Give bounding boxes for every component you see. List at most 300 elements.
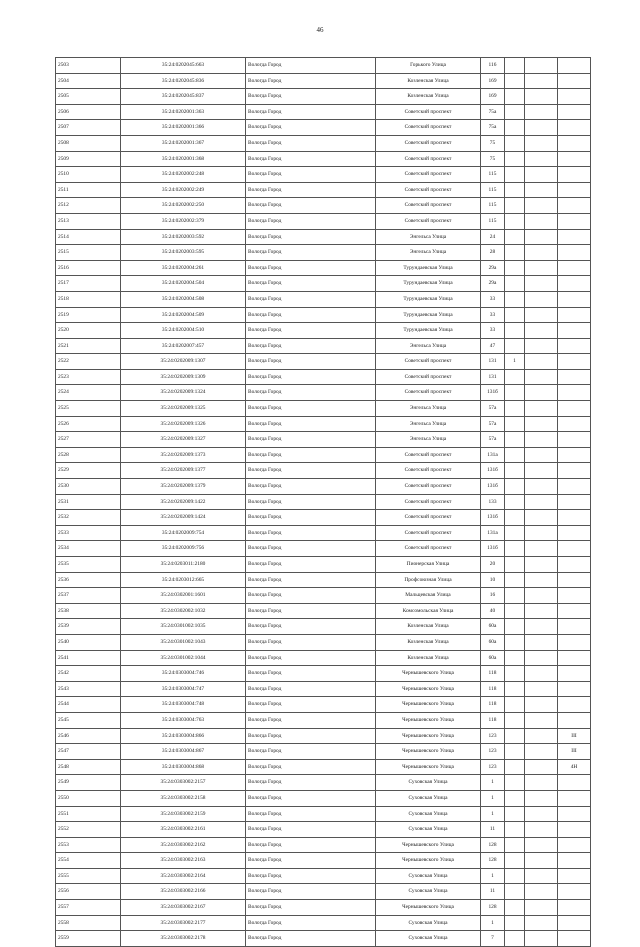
house-number-cell: 115 <box>481 198 505 214</box>
row-number-cell: 2533 <box>56 525 121 541</box>
cadastral-number-cell: 35:24:0203012:665 <box>121 572 246 588</box>
page-number: 46 <box>316 26 324 34</box>
city-cell: Вологда Город <box>246 712 376 728</box>
extra-column-1-cell <box>505 806 525 822</box>
city-cell: Вологда Город <box>246 479 376 495</box>
extra-column-3-cell <box>558 89 591 105</box>
table-row <box>56 479 591 495</box>
cadastral-number-cell: 35:24:0202009:1373 <box>121 447 246 463</box>
extra-column-1-cell <box>505 494 525 510</box>
extra-column-3-cell <box>558 463 591 479</box>
extra-column-3-cell <box>558 666 591 682</box>
extra-column-1-cell <box>505 58 525 74</box>
cadastral-number-cell: 35:24:0202003:595 <box>121 245 246 261</box>
cadastral-number-cell: 35:24:0303002:2166 <box>121 884 246 900</box>
house-number-cell: 131 <box>481 354 505 370</box>
extra-column-2-cell <box>525 245 558 261</box>
extra-column-2-cell <box>525 900 558 916</box>
street-cell: Советский проспект <box>376 213 481 229</box>
street-cell: Энгельса Улица <box>376 229 481 245</box>
cadastral-number-cell: 35:24:0202009:1327 <box>121 432 246 448</box>
city-cell: Вологда Город <box>246 744 376 760</box>
row-number-cell: 2527 <box>56 432 121 448</box>
table-row <box>56 572 591 588</box>
cadastral-number-cell: 35:24:0202009:1307 <box>121 354 246 370</box>
table-row <box>56 915 591 931</box>
cadastral-number-cell: 35:24:0202002:250 <box>121 198 246 214</box>
city-cell: Вологда Город <box>246 120 376 136</box>
house-number-cell: 123 <box>481 744 505 760</box>
row-number-cell: 2507 <box>56 120 121 136</box>
row-number-cell: 2509 <box>56 151 121 167</box>
extra-column-2-cell <box>525 385 558 401</box>
extra-column-3-cell <box>558 182 591 198</box>
house-number-cell: 75а <box>481 104 505 120</box>
cadastral-number-cell: 35:24:0203011:2180 <box>121 557 246 573</box>
extra-column-3-cell <box>558 619 591 635</box>
extra-column-3-cell: III <box>558 744 591 760</box>
city-cell: Вологда Город <box>246 510 376 526</box>
city-cell: Вологда Город <box>246 728 376 744</box>
street-cell: Советский проспект <box>376 479 481 495</box>
cadastral-number-cell: 35:24:0202007:457 <box>121 338 246 354</box>
street-cell: Советский проспект <box>376 104 481 120</box>
table-row <box>56 151 591 167</box>
extra-column-1-cell <box>505 229 525 245</box>
house-number-cell: 29а <box>481 260 505 276</box>
cadastral-number-cell: 35:24:0303002:2161 <box>121 822 246 838</box>
row-number-cell: 2534 <box>56 541 121 557</box>
extra-column-2-cell <box>525 401 558 417</box>
cadastral-number-cell: 35:24:0303004:763 <box>121 712 246 728</box>
row-number-cell: 2531 <box>56 494 121 510</box>
street-cell: Комсомольская Улица <box>376 603 481 619</box>
extra-column-2-cell <box>525 58 558 74</box>
city-cell: Вологда Город <box>246 931 376 947</box>
city-cell: Вологда Город <box>246 588 376 604</box>
street-cell: Советский проспект <box>376 167 481 183</box>
cadastral-number-cell: 35:24:0303002:2177 <box>121 915 246 931</box>
row-number-cell: 2542 <box>56 666 121 682</box>
extra-column-3-cell <box>558 291 591 307</box>
extra-column-1-cell <box>505 744 525 760</box>
row-number-cell: 2520 <box>56 323 121 339</box>
table-row <box>56 260 591 276</box>
extra-column-3-cell <box>558 697 591 713</box>
extra-column-2-cell <box>525 603 558 619</box>
extra-column-3-cell <box>558 401 591 417</box>
table-row <box>56 432 591 448</box>
row-number-cell: 2510 <box>56 167 121 183</box>
extra-column-2-cell <box>525 369 558 385</box>
table-row <box>56 853 591 869</box>
table-row <box>56 401 591 417</box>
table-row <box>56 416 591 432</box>
table-row <box>56 634 591 650</box>
extra-column-2-cell <box>525 338 558 354</box>
city-cell: Вологда Город <box>246 837 376 853</box>
house-number-cell: 57а <box>481 432 505 448</box>
row-number-cell: 2514 <box>56 229 121 245</box>
street-cell: Энгельса Улица <box>376 416 481 432</box>
city-cell: Вологда Город <box>246 307 376 323</box>
city-cell: Вологда Город <box>246 884 376 900</box>
cadastral-number-cell: 35:24:0202004:261 <box>121 260 246 276</box>
cadastral-number-cell: 35:24:0202002:249 <box>121 182 246 198</box>
extra-column-1-cell <box>505 868 525 884</box>
extra-column-3-cell <box>558 307 591 323</box>
table-row <box>56 822 591 838</box>
cadastral-number-cell: 35:24:0202009:1377 <box>121 463 246 479</box>
table-row <box>56 884 591 900</box>
city-cell: Вологда Город <box>246 681 376 697</box>
extra-column-3-cell <box>558 868 591 884</box>
street-cell: Советский проспект <box>376 182 481 198</box>
table-row <box>56 213 591 229</box>
street-cell: Турундаевская Улица <box>376 276 481 292</box>
row-number-cell: 2530 <box>56 479 121 495</box>
table-row <box>56 89 591 105</box>
extra-column-2-cell <box>525 744 558 760</box>
extra-column-2-cell <box>525 666 558 682</box>
table-row <box>56 697 591 713</box>
table-row <box>56 759 591 775</box>
street-cell: Советский проспект <box>376 463 481 479</box>
row-number-cell: 2537 <box>56 588 121 604</box>
table-row <box>56 712 591 728</box>
city-cell: Вологда Город <box>246 650 376 666</box>
extra-column-1-cell <box>505 323 525 339</box>
extra-column-1-cell <box>505 822 525 838</box>
cadastral-number-cell: 35:24:0202009:754 <box>121 525 246 541</box>
cadastral-number-cell: 35:24:0301002:1035 <box>121 619 246 635</box>
table-row <box>56 744 591 760</box>
extra-column-3-cell <box>558 931 591 947</box>
city-cell: Вологда Город <box>246 198 376 214</box>
street-cell: Советский проспект <box>376 447 481 463</box>
street-cell: Суховская Улица <box>376 806 481 822</box>
street-cell: Чернышевского Улица <box>376 666 481 682</box>
street-cell: Профсоюзная Улица <box>376 572 481 588</box>
cadastral-number-cell: 35:24:0303004:867 <box>121 744 246 760</box>
city-cell: Вологда Город <box>246 58 376 74</box>
table-row <box>56 182 591 198</box>
extra-column-2-cell <box>525 104 558 120</box>
extra-column-2-cell <box>525 447 558 463</box>
city-cell: Вологда Город <box>246 572 376 588</box>
extra-column-3-cell <box>558 167 591 183</box>
city-cell: Вологда Город <box>246 603 376 619</box>
extra-column-3-cell <box>558 354 591 370</box>
house-number-cell: 131б <box>481 510 505 526</box>
table-row <box>56 900 591 916</box>
street-cell: Советский проспект <box>376 541 481 557</box>
extra-column-1-cell <box>505 385 525 401</box>
city-cell: Вологда Город <box>246 323 376 339</box>
extra-column-3-cell <box>558 775 591 791</box>
extra-column-3-cell <box>558 447 591 463</box>
table-row <box>56 525 591 541</box>
row-number-cell: 2551 <box>56 806 121 822</box>
table-row <box>56 135 591 151</box>
extra-column-1-cell <box>505 681 525 697</box>
cadastral-number-cell: 35:24:0202009:1309 <box>121 369 246 385</box>
street-cell: Советский проспект <box>376 198 481 214</box>
extra-column-3-cell <box>558 323 591 339</box>
house-number-cell: 118 <box>481 666 505 682</box>
extra-column-2-cell <box>525 229 558 245</box>
street-cell: Горького Улица <box>376 58 481 74</box>
extra-column-1-cell: 1 <box>505 354 525 370</box>
house-number-cell: 169 <box>481 89 505 105</box>
extra-column-1-cell <box>505 557 525 573</box>
table-row <box>56 790 591 806</box>
row-number-cell: 2540 <box>56 634 121 650</box>
table-row <box>56 58 591 74</box>
cadastral-number-cell: 35:24:0202045:663 <box>121 58 246 74</box>
row-number-cell: 2522 <box>56 354 121 370</box>
house-number-cell: 1 <box>481 775 505 791</box>
cadastral-number-cell: 35:24:0202009:1424 <box>121 510 246 526</box>
extra-column-2-cell <box>525 822 558 838</box>
extra-column-3-cell <box>558 634 591 650</box>
cadastral-number-cell: 35:24:0202003:592 <box>121 229 246 245</box>
cadastral-number-cell: 35:24:0302001:1601 <box>121 588 246 604</box>
extra-column-1-cell <box>505 915 525 931</box>
cadastral-number-cell: 35:24:0202009:1379 <box>121 479 246 495</box>
extra-column-1-cell <box>505 759 525 775</box>
extra-column-2-cell <box>525 525 558 541</box>
extra-column-1-cell <box>505 291 525 307</box>
extra-column-2-cell <box>525 463 558 479</box>
city-cell: Вологда Город <box>246 868 376 884</box>
street-cell: Советский проспект <box>376 369 481 385</box>
row-number-cell: 2544 <box>56 697 121 713</box>
cadastral-number-cell: 35:24:0303002:2157 <box>121 775 246 791</box>
extra-column-1-cell <box>505 182 525 198</box>
extra-column-2-cell <box>525 557 558 573</box>
street-cell: Суховская Улица <box>376 868 481 884</box>
table-row <box>56 650 591 666</box>
extra-column-1-cell <box>505 245 525 261</box>
extra-column-2-cell <box>525 697 558 713</box>
table-row <box>56 541 591 557</box>
street-cell: Советский проспект <box>376 354 481 370</box>
street-cell: Суховская Улица <box>376 884 481 900</box>
extra-column-3-cell <box>558 806 591 822</box>
city-cell: Вологда Город <box>246 276 376 292</box>
row-number-cell: 2504 <box>56 73 121 89</box>
row-number-cell: 2543 <box>56 681 121 697</box>
city-cell: Вологда Город <box>246 822 376 838</box>
table-row <box>56 728 591 744</box>
table-row <box>56 837 591 853</box>
extra-column-3-cell <box>558 260 591 276</box>
row-number-cell: 2512 <box>56 198 121 214</box>
cadastral-number-cell: 35:24:0202004:510 <box>121 323 246 339</box>
extra-column-3-cell <box>558 151 591 167</box>
table-row <box>56 494 591 510</box>
house-number-cell: 1 <box>481 915 505 931</box>
city-cell: Вологда Город <box>246 557 376 573</box>
house-number-cell: 11 <box>481 822 505 838</box>
house-number-cell: 40 <box>481 603 505 619</box>
house-number-cell: 10 <box>481 572 505 588</box>
extra-column-1-cell <box>505 603 525 619</box>
extra-column-2-cell <box>525 323 558 339</box>
house-number-cell: 131б <box>481 463 505 479</box>
extra-column-3-cell <box>558 525 591 541</box>
row-number-cell: 2536 <box>56 572 121 588</box>
registry-table <box>55 57 591 947</box>
extra-column-3-cell <box>558 369 591 385</box>
extra-column-2-cell <box>525 416 558 432</box>
extra-column-2-cell <box>525 837 558 853</box>
extra-column-2-cell <box>525 120 558 136</box>
extra-column-1-cell <box>505 479 525 495</box>
cadastral-number-cell: 35:24:0202001:363 <box>121 104 246 120</box>
city-cell: Вологда Город <box>246 447 376 463</box>
row-number-cell: 2546 <box>56 728 121 744</box>
extra-column-3-cell <box>558 385 591 401</box>
row-number-cell: 2557 <box>56 900 121 916</box>
extra-column-1-cell <box>505 728 525 744</box>
house-number-cell: 131а <box>481 525 505 541</box>
extra-column-3-cell <box>558 135 591 151</box>
house-number-cell: 7 <box>481 931 505 947</box>
extra-column-2-cell <box>525 931 558 947</box>
city-cell: Вологда Город <box>246 541 376 557</box>
house-number-cell: 115 <box>481 167 505 183</box>
row-number-cell: 2558 <box>56 915 121 931</box>
house-number-cell: 131б <box>481 385 505 401</box>
street-cell: Пионерская Улица <box>376 557 481 573</box>
street-cell: Козленская Улица <box>376 89 481 105</box>
extra-column-1-cell <box>505 712 525 728</box>
table-row <box>56 323 591 339</box>
extra-column-1-cell <box>505 525 525 541</box>
table-row <box>56 198 591 214</box>
extra-column-1-cell <box>505 853 525 869</box>
street-cell: Советский проспект <box>376 510 481 526</box>
house-number-cell: 1 <box>481 790 505 806</box>
row-number-cell: 2545 <box>56 712 121 728</box>
street-cell: Мальцевская Улица <box>376 588 481 604</box>
city-cell: Вологда Город <box>246 915 376 931</box>
street-cell: Энгельса Улица <box>376 401 481 417</box>
extra-column-1-cell <box>505 167 525 183</box>
row-number-cell: 2556 <box>56 884 121 900</box>
row-number-cell: 2555 <box>56 868 121 884</box>
house-number-cell: 11 <box>481 884 505 900</box>
city-cell: Вологда Город <box>246 291 376 307</box>
city-cell: Вологда Город <box>246 213 376 229</box>
cadastral-number-cell: 35:24:0202009:1325 <box>121 401 246 417</box>
street-cell: Чернышевского Улица <box>376 697 481 713</box>
street-cell: Чернышевского Улица <box>376 853 481 869</box>
house-number-cell: 20 <box>481 557 505 573</box>
house-number-cell: 131б <box>481 479 505 495</box>
house-number-cell: 115 <box>481 213 505 229</box>
city-cell: Вологда Город <box>246 494 376 510</box>
extra-column-1-cell <box>505 338 525 354</box>
row-number-cell: 2526 <box>56 416 121 432</box>
house-number-cell: 75 <box>481 135 505 151</box>
row-number-cell: 2552 <box>56 822 121 838</box>
house-number-cell: 1 <box>481 868 505 884</box>
extra-column-1-cell <box>505 666 525 682</box>
house-number-cell: 131 <box>481 369 505 385</box>
cadastral-number-cell: 35:24:0303004:866 <box>121 728 246 744</box>
cadastral-number-cell: 35:24:0303002:2162 <box>121 837 246 853</box>
house-number-cell: 60а <box>481 634 505 650</box>
extra-column-1-cell <box>505 790 525 806</box>
row-number-cell: 2523 <box>56 369 121 385</box>
city-cell: Вологда Город <box>246 229 376 245</box>
extra-column-2-cell <box>525 260 558 276</box>
extra-column-3-cell <box>558 853 591 869</box>
extra-column-1-cell <box>505 104 525 120</box>
extra-column-2-cell <box>525 151 558 167</box>
street-cell: Суховская Улица <box>376 775 481 791</box>
extra-column-2-cell <box>525 712 558 728</box>
extra-column-1-cell <box>505 151 525 167</box>
extra-column-1-cell <box>505 541 525 557</box>
extra-column-1-cell <box>505 447 525 463</box>
house-number-cell: 118 <box>481 697 505 713</box>
house-number-cell: 75 <box>481 151 505 167</box>
house-number-cell: 1 <box>481 806 505 822</box>
house-number-cell: 123 <box>481 728 505 744</box>
cadastral-number-cell: 35:24:0202004:508 <box>121 291 246 307</box>
house-number-cell: 131а <box>481 447 505 463</box>
extra-column-2-cell <box>525 73 558 89</box>
extra-column-3-cell <box>558 432 591 448</box>
cadastral-number-cell: 35:24:0303004:868 <box>121 759 246 775</box>
street-cell: Чернышевского Улица <box>376 681 481 697</box>
cadastral-number-cell: 35:24:0303002:2158 <box>121 790 246 806</box>
row-number-cell: 2547 <box>56 744 121 760</box>
house-number-cell: 24 <box>481 229 505 245</box>
table-row <box>56 307 591 323</box>
extra-column-3-cell <box>558 198 591 214</box>
extra-column-1-cell <box>505 572 525 588</box>
house-number-cell: 16 <box>481 588 505 604</box>
extra-column-2-cell <box>525 182 558 198</box>
street-cell: Энгельса Улица <box>376 338 481 354</box>
table-row <box>56 557 591 573</box>
cadastral-number-cell: 35:24:0303004:748 <box>121 697 246 713</box>
cadastral-number-cell: 35:24:0202002:248 <box>121 167 246 183</box>
extra-column-3-cell <box>558 790 591 806</box>
cadastral-number-cell: 35:24:0301002:1044 <box>121 650 246 666</box>
cadastral-number-cell: 35:24:0202009:1422 <box>121 494 246 510</box>
extra-column-1-cell <box>505 634 525 650</box>
extra-column-2-cell <box>525 479 558 495</box>
extra-column-1-cell <box>505 588 525 604</box>
house-number-cell: 60а <box>481 619 505 635</box>
city-cell: Вологда Город <box>246 401 376 417</box>
cadastral-number-cell: 35:24:0303002:2164 <box>121 868 246 884</box>
table-row <box>56 167 591 183</box>
extra-column-3-cell <box>558 712 591 728</box>
street-cell: Чернышевского Улица <box>376 728 481 744</box>
table-row <box>56 588 591 604</box>
extra-column-1-cell <box>505 775 525 791</box>
extra-column-2-cell <box>525 728 558 744</box>
city-cell: Вологда Город <box>246 900 376 916</box>
cadastral-number-cell: 35:24:0303004:747 <box>121 681 246 697</box>
